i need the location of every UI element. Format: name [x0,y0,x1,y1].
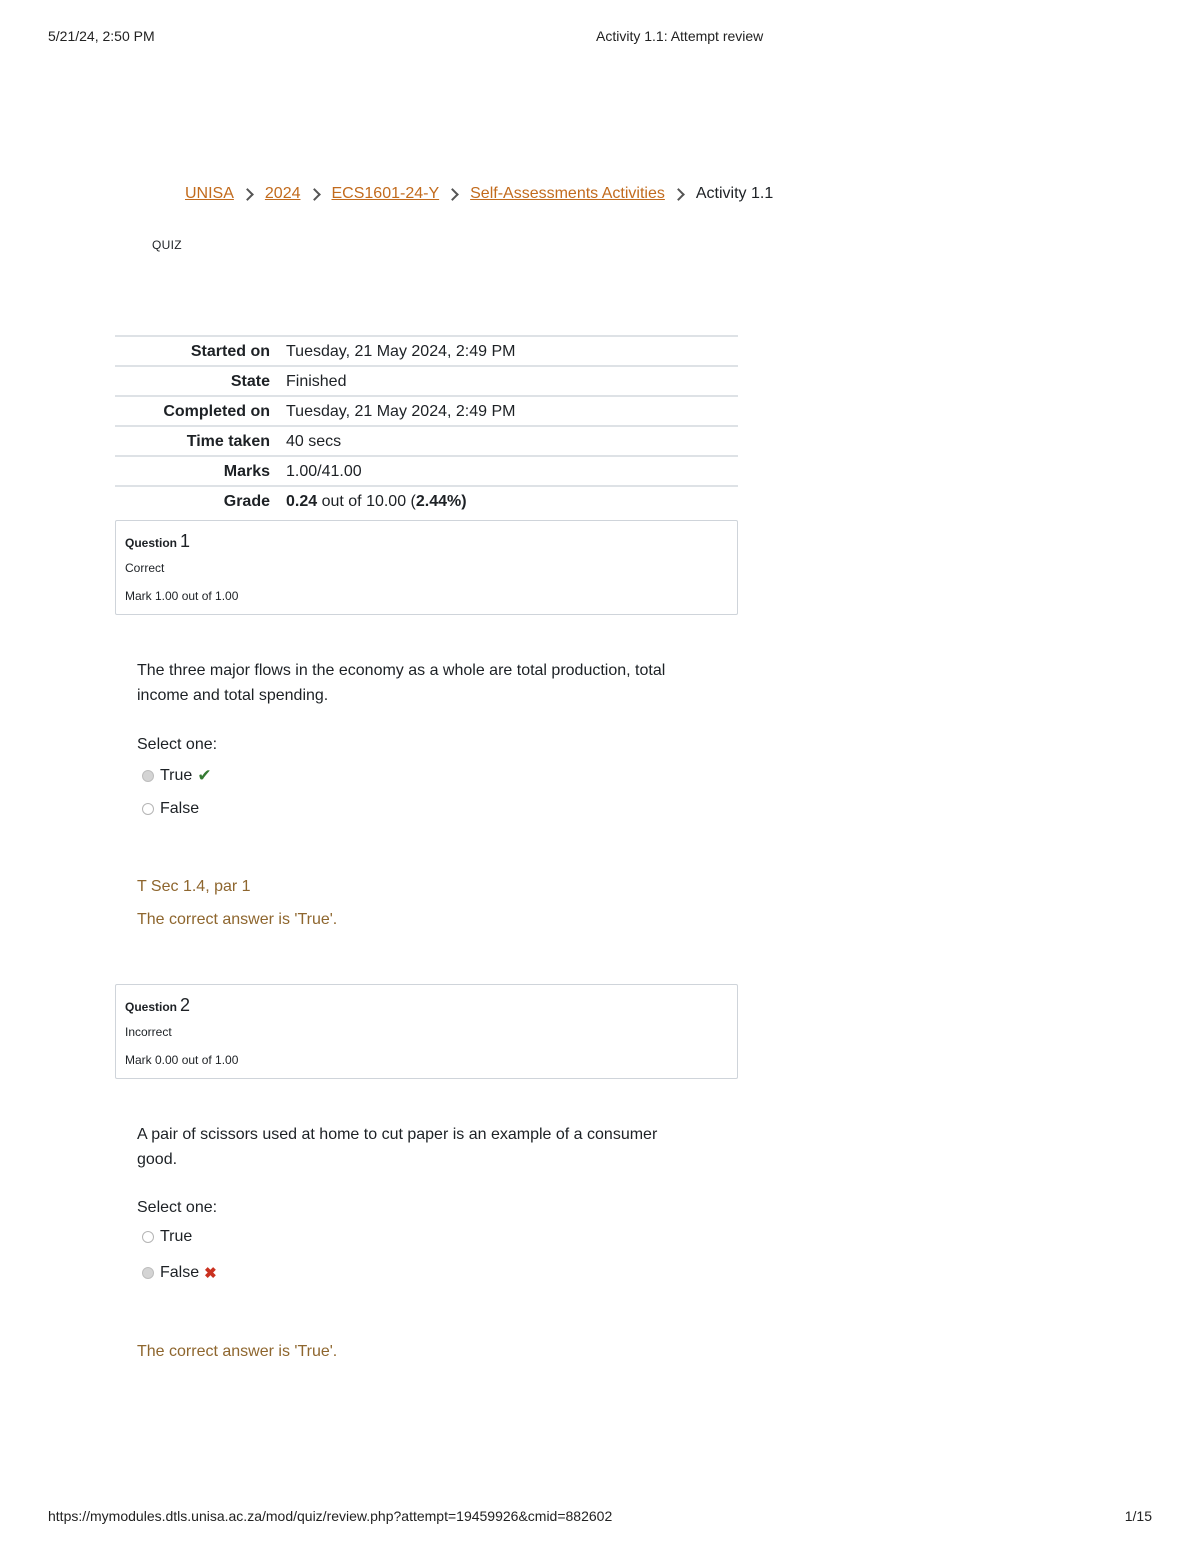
summary-value [286,486,738,515]
question-mark: Mark 1.00 out of 1.00 [125,589,239,603]
breadcrumb-link-section[interactable]: Self-Assessments Activities [470,185,665,202]
grade-percent-sign: %) [447,492,467,510]
summary-label: Completed on [163,402,270,420]
chevron-right-icon [241,188,254,201]
breadcrumb-link-year[interactable]: 2024 [264,185,301,202]
grade-score: 0.24 [286,492,318,510]
breadcrumb-current: Activity 1.1 [695,185,774,202]
radio-selected[interactable] [142,1267,154,1279]
summary-label: State [230,372,270,390]
attempt-summary-table [115,335,738,515]
question-2-info [115,984,738,1079]
question-number [125,995,190,1016]
option-label: True [160,767,193,784]
print-footer [48,1508,1152,1528]
option-label: True [160,1228,193,1245]
summary-row-completed [115,396,738,426]
option-label: False [160,800,200,817]
question-1-feedback: T Sec 1.4, par 1 [137,878,251,895]
question-1-prompt: Select one: [137,736,218,753]
print-page-title: Activity 1.1: Attempt review [596,28,764,44]
question-2-option-true[interactable] [142,1228,192,1246]
activity-type-label: QUIZ [152,238,182,252]
check-icon: ✔ [197,766,212,785]
summary-value: Finished [286,372,347,390]
summary-row-time [115,426,738,456]
print-datetime: 5/21/24, 2:50 PM [48,28,155,44]
print-page-number: 1/15 [1124,1508,1152,1524]
summary-label: Marks [223,462,270,480]
summary-row-state [115,366,738,396]
question-1-info [115,520,738,615]
cross-icon: ✖ [204,1265,217,1282]
summary-value: 1.00/41.00 [286,462,362,480]
question-1-option-true[interactable] [142,766,212,786]
summary-value: 40 secs [286,432,342,450]
question-number-value: 1 [180,531,191,551]
breadcrumb [185,185,773,203]
question-1-text: The three major flows in the economy as a whole are total production, total income and total spending. [137,662,666,704]
question-state: Correct [125,561,165,575]
radio-unselected[interactable] [142,1231,154,1243]
summary-value: Tuesday, 21 May 2024, 2:49 PM [286,342,516,360]
question-2-prompt: Select one: [137,1199,218,1216]
question-1-option-false[interactable] [142,800,199,818]
chevron-right-icon [446,188,459,201]
question-2-text: A pair of scissors used at home to cut paper is an example of a consumer good. [137,1126,658,1168]
question-label: Question [125,1000,178,1014]
grade-out-of: out of 10.00 ( [317,492,416,510]
print-header [48,28,1152,48]
summary-row-grade [115,486,738,515]
question-number [125,531,190,552]
summary-label: Grade [223,492,270,510]
chevron-right-icon [672,188,685,201]
question-1-right-answer: The correct answer is 'True'. [137,911,338,928]
question-label: Question [125,536,178,550]
summary-value: Tuesday, 21 May 2024, 2:49 PM [286,402,516,420]
summary-label: Started on [190,342,270,360]
question-number-value: 2 [180,995,191,1015]
summary-label: Time taken [186,432,270,450]
breadcrumb-link-unisa[interactable]: UNISA [185,185,234,202]
summary-row-started [115,336,738,366]
radio-unselected[interactable] [142,803,154,815]
question-state: Incorrect [125,1025,172,1039]
print-url: https://mymodules.dtls.unisa.ac.za/mod/quiz/review.php?attempt=19459926&cmid=882602 [48,1508,613,1524]
grade-percent: 2.44 [415,492,448,510]
chevron-right-icon [308,188,321,201]
question-2-option-false[interactable] [142,1264,217,1282]
summary-row-marks [115,456,738,486]
option-label: False [160,1264,200,1281]
radio-selected[interactable] [142,770,154,782]
question-2-right-answer: The correct answer is 'True'. [137,1343,338,1360]
breadcrumb-link-course[interactable]: ECS1601-24-Y [331,185,440,202]
question-mark: Mark 0.00 out of 1.00 [125,1053,239,1067]
